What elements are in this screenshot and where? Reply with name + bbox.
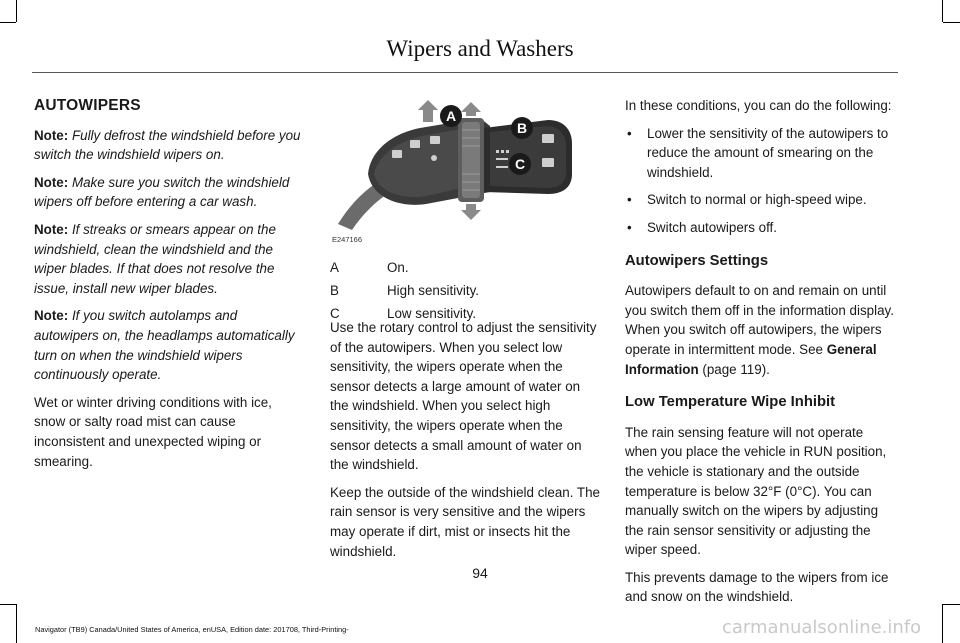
list-item [625, 190, 897, 210]
figure-legend [330, 258, 479, 327]
svg-text:A: A [445, 108, 457, 124]
legend-key: A [330, 260, 339, 275]
left-column [34, 96, 304, 479]
list-item-text: Switch to normal or high-speed wipe. [647, 192, 867, 208]
legend-key: C [330, 306, 340, 321]
body-paragraph: Keep the outside of the windshield clean. The rain sensor is very sensitive and the wipers may operate if dirt, mist or insects hit the windshield. [330, 484, 600, 559]
body-paragraph: In these conditions, you can do the following: [625, 98, 892, 113]
figure-code: E247166 [332, 235, 363, 244]
settings-text: Autowipers default to on and remain on until you switch them off in the information display. When you switch off autowipers, the wipers operate in intermittent mode. See [625, 283, 894, 357]
section-heading: AUTOWIPERS [34, 97, 141, 114]
list-item [625, 124, 897, 183]
subsection-heading: Low Temperature Wipe Inhibit [625, 394, 836, 411]
legend-value: On. [387, 260, 409, 275]
crop-mark [942, 0, 943, 22]
note [34, 306, 304, 384]
watermark: carmanualsonline.info [722, 617, 922, 638]
crop-mark [943, 604, 960, 605]
svg-text:C: C [514, 156, 526, 172]
crop-mark [16, 0, 17, 22]
note-label: Note: [34, 221, 69, 237]
crop-mark [0, 604, 16, 605]
bullet-icon: • [627, 125, 632, 141]
crop-mark [942, 604, 943, 643]
crop-mark [16, 604, 17, 643]
note-label: Note: [34, 308, 69, 324]
note-text: If you switch autolamps and autowipers on, the headlamps automatically turn on when the windshield wipers continuously operate. [34, 308, 295, 383]
note [34, 220, 304, 298]
note-label: Note: [34, 174, 69, 190]
page-reference: (page 119). [698, 361, 770, 377]
note-label: Note: [34, 127, 69, 143]
legend-key: B [330, 283, 339, 298]
bullet-list [625, 124, 897, 238]
note-text: If streaks or smears appear on the windshield, clean the windshield and the wiper blades. If that does not resolve the issue, install new wiper blades. [34, 221, 276, 296]
callout-b [511, 117, 533, 139]
crop-mark [0, 22, 16, 23]
body-paragraph: This prevents damage to the wipers from ice and snow on the windshield. [625, 569, 889, 605]
body-paragraph: The rain sensing feature will not operate when you place the vehicle in RUN position, the vehicle is stationary and the outside temperature is below 32°F (0°C). You can manually switch on the wipers by adjusting the rain sensor sensitivity or adjusting the wiper speed. [625, 424, 887, 558]
body-paragraph: Use the rotary control to adjust the sensitivity of the autowipers. When you select low sensitivity, the wipers operate when the sensor detects a large amount of water on the windshield. When you select high sensitivity, the wipers operate when the sensor detects a small amount of water on the windshield. [330, 320, 597, 473]
wiper-stalk-illustration [330, 96, 605, 231]
callout-a [440, 105, 462, 127]
cross-reference-link[interactable]: General Information [625, 341, 877, 377]
list-item [625, 218, 897, 238]
footer-text: Navigator (TB9) Canada/United States of America, enUSA, Edition date: 201708, Third-Printing- [35, 625, 349, 634]
note [34, 173, 304, 212]
page-title: Wipers and Washers [386, 36, 574, 61]
svg-text:B: B [516, 120, 528, 136]
subsection-heading: Autowipers Settings [625, 252, 769, 269]
page-number: 94 [472, 565, 488, 581]
bullet-icon: • [627, 192, 632, 208]
legend-value: High sensitivity. [387, 283, 480, 298]
right-column [625, 96, 897, 615]
bullet-icon: • [627, 219, 632, 235]
legend-row [330, 258, 479, 278]
header-rule [32, 72, 898, 73]
note [34, 126, 304, 165]
body-paragraph [625, 281, 897, 379]
list-item-text: Switch autowipers off. [647, 219, 778, 235]
list-item-text: Lower the sensitivity of the autowipers to reduce the amount of smearing on the windshield. [647, 125, 889, 180]
note-text: Fully defrost the windshield before you switch the windshield wipers on. [34, 127, 301, 163]
legend-value: Low sensitivity. [387, 306, 477, 321]
callout-c [509, 153, 531, 175]
middle-column [330, 318, 602, 569]
crop-mark [943, 22, 960, 23]
body-paragraph: Wet or winter driving conditions with ice, snow or salty road mist can cause inconsistent and unexpected wiping or smearing. [34, 394, 272, 469]
note-text: Make sure you switch the windshield wipers off before entering a car wash. [34, 174, 290, 210]
legend-row [330, 281, 479, 301]
